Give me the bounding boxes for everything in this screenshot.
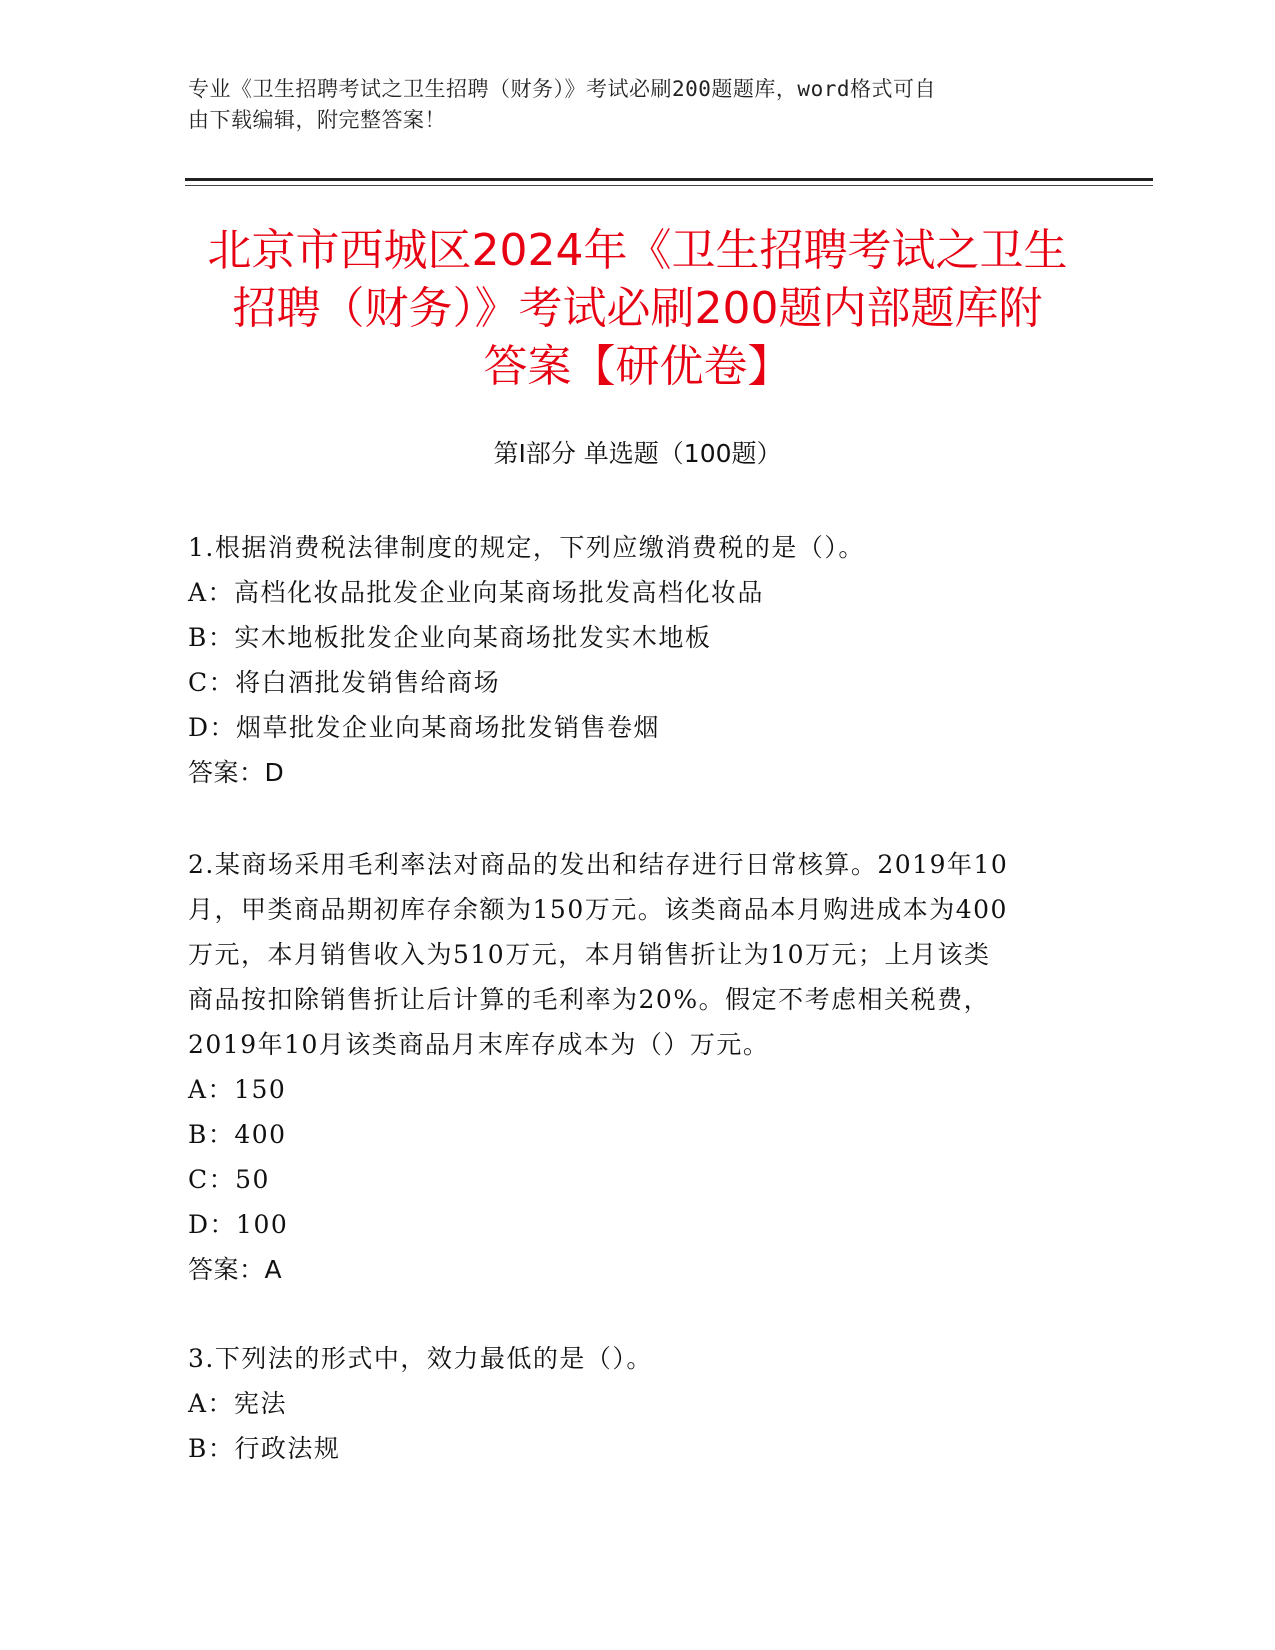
option-b: B：实木地板批发企业向某商场批发实木地板	[188, 623, 712, 652]
question-1	[188, 525, 1088, 795]
title-line: 北京市西城区2024年《卫生招聘考试之卫生	[207, 225, 1068, 276]
intro-line: 由下载编辑，附完整答案！	[188, 108, 446, 132]
question-stem-line: 2.某商场采用毛利率法对商品的发出和结存进行日常核算。2019年10	[188, 850, 1009, 879]
question-stem-line: 月，甲类商品期初库存余额为150万元。该类商品本月购进成本为400	[188, 895, 1008, 924]
question-2	[188, 842, 1088, 1292]
option-b: B：400	[188, 1120, 287, 1149]
option-c: C：50	[188, 1165, 270, 1194]
option-c: C：将白酒批发销售给商场	[188, 668, 501, 697]
title-line: 招聘（财务）》考试必刷200题内部题库附	[232, 283, 1043, 334]
answer-label: 答案：A	[188, 1255, 283, 1284]
option-a: A：高档化妆品批发企业向某商场批发高档化妆品	[188, 578, 765, 607]
question-stem-line: 商品按扣除销售折让后计算的毛利率为20%。假定不考虑相关税费，	[188, 985, 991, 1014]
answer-label: 答案：D	[188, 758, 285, 787]
option-a: A：宪法	[188, 1389, 288, 1418]
question-3	[188, 1336, 1088, 1471]
option-b: B：行政法规	[188, 1434, 341, 1463]
question-stem-line: 2019年10月该类商品月末库存成本为（）万元。	[188, 1030, 770, 1059]
title-line: 答案【研优卷】	[483, 341, 792, 392]
option-a: A：150	[188, 1075, 287, 1104]
option-d: D：烟草批发企业向某商场批发销售卷烟	[188, 713, 661, 742]
intro-line: 专业《卫生招聘考试之卫生招聘（财务）》考试必刷200题题库，word格式可自	[188, 77, 936, 101]
intro-text	[188, 74, 1088, 136]
question-stem: 3.下列法的形式中，效力最低的是（）。	[188, 1344, 653, 1373]
option-d: D：100	[188, 1210, 289, 1239]
question-stem: 1.根据消费税法律制度的规定，下列应缴消费税的是（）。	[188, 533, 865, 562]
document-title	[150, 222, 1125, 396]
section-heading: 第Ⅰ部分 单选题（100题）	[493, 439, 782, 468]
header-divider-thick	[185, 178, 1153, 181]
question-stem-line: 万元，本月销售收入为510万元，本月销售折让为10万元；上月该类	[188, 940, 991, 969]
header-divider-thin	[185, 185, 1153, 186]
